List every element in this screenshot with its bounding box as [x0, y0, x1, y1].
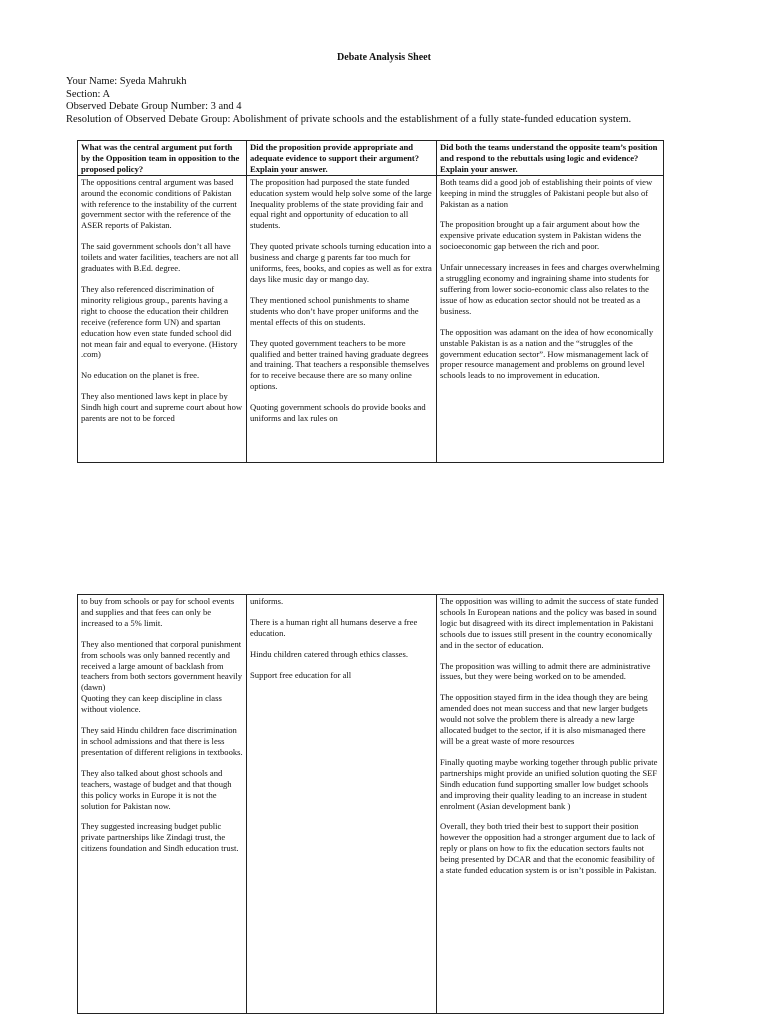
paragraph: Unfair unnecessary increases in fees and charges overwhelming a struggling economy and ingraining shame into students for suffering from lower socio-economic class also relates to the issue of how as education sector should not be treated as a business.: [440, 262, 660, 316]
table-row: [78, 595, 664, 1014]
paragraph: The proposition brought up a fair argument about how the expensive private education system in Pakistan widens the socioeconomic gap between the rich and poor.: [440, 219, 642, 252]
paragraph: They suggested increasing budget public private partnerships like Zindagi trust, the citizens foundation and Sindh education trust.: [81, 821, 239, 854]
paragraph: The opposition was willing to admit the success of state funded schools In European nations and the policy was based in sound logic but disagreed with its direct implementation in Pakistani schools due to issues still present in the country economically and in the sector of education.: [440, 596, 659, 650]
paragraph: They also referenced discrimination of minority religious group., parents having a right to choose the education their children receive (reference form UN) and spartan education how even state funded school did not mean fair and equal to everyone. (History .com): [81, 283, 238, 360]
paragraph: The opposition stayed firm in the idea though they are being amended does not mean success and that new larger budgets would not solve the problem there is already a new large allocated budget to the sector, if it is also mismanaged there will be a great waste of more resources: [440, 692, 648, 746]
group-number-line: Observed Debate Group Number: 3 and 4: [66, 101, 242, 112]
column-header-rebuttals: Did both the teams understand the opposite team’s position and respond to the rebuttals using logic and evidence? Explain your answer.: [437, 141, 664, 176]
proposition-evidence-cell: [247, 175, 437, 462]
document-title: Debate Analysis Sheet: [337, 52, 431, 63]
table-header-row: [78, 141, 664, 176]
paragraph: Both teams did a good job of establishing their points of view keeping in mind the struggles of Pakistani people but also of Pakistan as a nation: [440, 176, 653, 209]
student-name: Your Name: Syeda Mahrukh: [66, 76, 187, 87]
proposition-evidence-cell: [247, 595, 437, 1014]
paragraph: They also talked about ghost schools and teachers, wastage of budget and that though this policy works in Europe it is not the solution for Pakistan now.: [81, 767, 232, 811]
paragraph: The proposition had purposed the state funded education system would help solve some of the large Inequality problems of the state providing fair and equal right and opportunity of education to all students.: [250, 176, 432, 231]
paragraph: The oppositions central argument was based around the economic conditions of Pakistan with reference to the instability of the current government sector with the reference of the ASER reports of Pakistan.: [81, 176, 237, 231]
column-header-opposition-argument: What was the central argument put forth by the Opposition team in opposition to the proposed policy?: [78, 141, 247, 176]
paragraph: They also mentioned laws kept in place by Sindh high court and supreme court about how parents are not to be forced: [81, 391, 243, 424]
paragraph: Overall, they both tried their best to support their position however the opposition had a stronger argument due to lack of reply or plans on how to fix the education sectors faults not being presented by DCAR and that the economic feasibility of a state funded education system is or isn’t possible in Pakistan.: [440, 821, 657, 876]
paragraph: Support free education for all: [250, 669, 352, 680]
section-line: Section: A: [66, 88, 111, 100]
paragraph: They also mentioned that corporal punishment from schools was only banned recently and received a large amount of backlash from teachers from both sectors government heavily (dawn) Quoting they can keep discipline in class without violence.: [81, 638, 243, 715]
paragraph: Finally quoting maybe working together through public private partnerships might provide an unified solution quoting the SEF Sindh education fund supporting smaller low budget schools and improving their quality leading to an increase in student enrolment (Asian development bank ): [440, 756, 658, 811]
header-info: [66, 76, 631, 126]
resolution-line: Resolution of Observed Debate Group: Abolishment of private schools and the establishment of a fully state-funded education system.: [66, 113, 632, 125]
paragraph: They quoted private schools turning education into a business and charge g parents far too much for uniforms, fees, books, and copies as well as for extra days like music day or mango day.: [250, 241, 432, 284]
opposition-argument-cell: [78, 595, 247, 1014]
paragraph: The said government schools don’t all have toilets and water facilities, teachers are not all graduates with B.Ed. degree.: [81, 241, 239, 274]
paragraph: There is a human right all humans deserve a free education.: [250, 616, 418, 638]
column-header-proposition-evidence: Did the proposition provide appropriate and adequate evidence to support their argument? Explain your answer.: [247, 141, 437, 176]
analysis-table-page-2: [77, 594, 664, 1014]
paragraph: They quoted government teachers to be more qualified and better trained having graduate degrees and training. That teachers a responsible themselves for to receive because there are so many online options.: [250, 337, 430, 392]
paragraph: They mentioned school punishments to shame students who don’t have proper uniforms and the mental effects of this on students.: [250, 294, 419, 327]
table-row: [78, 175, 664, 462]
opposition-argument-cell: [78, 175, 247, 462]
paragraph: Quoting government schools do provide books and uniforms and lax rules on: [250, 402, 426, 424]
paragraph: to buy from schools or pay for school events and supplies and that fees can only be increased to a 5% limit.: [81, 596, 235, 628]
paragraph: Hindu children catered through ethics classes.: [250, 648, 408, 659]
rebuttals-cell: [437, 595, 664, 1014]
paragraph: The proposition was willing to admit there are administrative issues, but they were being worked on to be amended.: [440, 660, 651, 682]
paragraph: The opposition was adamant on the idea of how economically unstable Pakistan is as a nation and the “struggles of the government education sector”. How mismanagement lack of proper resource management and problems on ground level schools leads to no improvement in education.: [440, 326, 654, 381]
analysis-table-page-1: [77, 140, 664, 463]
paragraph: uniforms.: [250, 596, 284, 606]
rebuttals-cell: [437, 175, 664, 462]
paragraph: No education on the planet is free.: [81, 370, 200, 381]
paragraph: They said Hindu children face discrimination in school admissions and that there is less presentation of different religions in textbooks.: [81, 725, 243, 757]
